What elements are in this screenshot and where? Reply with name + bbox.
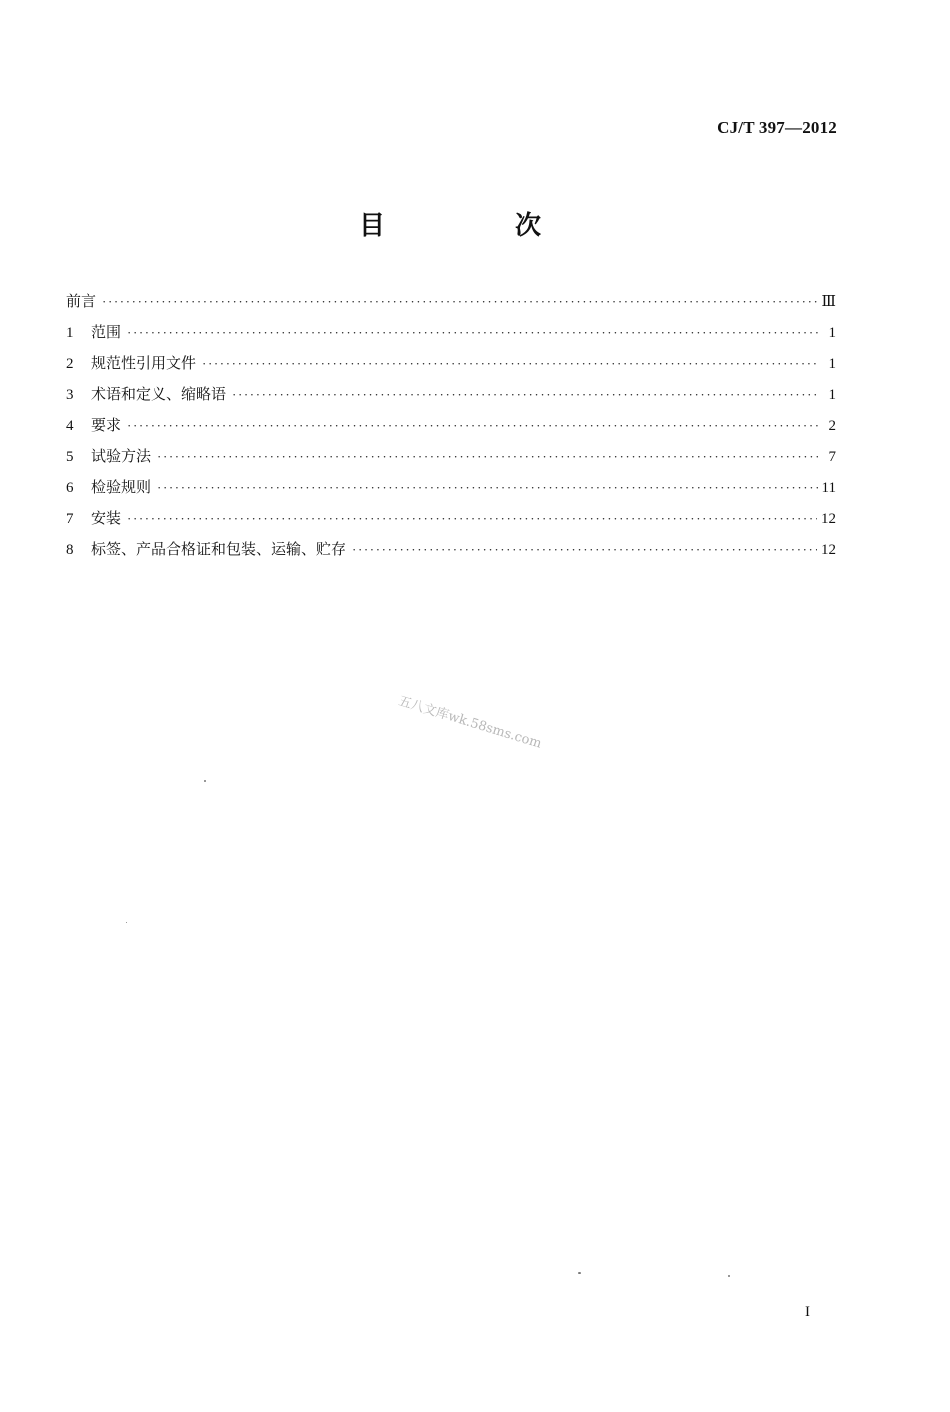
toc-entry-page: 1 — [828, 387, 836, 403]
toc-dot-leader — [352, 534, 817, 565]
watermark-text: 五八文库wk.58sms.com — [396, 693, 544, 752]
toc-entry-title: 规范性引用文件 — [91, 354, 197, 372]
page-number: I — [805, 1304, 810, 1320]
toc-dot-leader — [202, 348, 818, 379]
toc-entry-title: 标签、产品合格证和包装、运输、贮存 — [91, 540, 347, 558]
toc-entry-number: 3 — [66, 387, 74, 403]
toc-entry-title: 要求 — [91, 416, 122, 434]
scan-speck — [728, 1275, 730, 1277]
toc-entry-title: 试验方法 — [91, 447, 152, 465]
table-of-contents — [66, 286, 836, 565]
toc-entry-page: 1 — [828, 325, 836, 341]
toc-entry-number: 6 — [66, 480, 74, 496]
toc-entry-requirements[interactable] — [66, 410, 836, 441]
toc-entry-title: 术语和定义、缩略语 — [91, 385, 227, 403]
toc-dot-leader — [157, 472, 818, 503]
toc-entry-title: 范围 — [91, 323, 122, 341]
toc-dot-leader — [157, 441, 818, 472]
toc-entry-title: 前言 — [66, 292, 97, 310]
toc-entry-installation[interactable] — [66, 503, 836, 534]
standard-code: CJ/T 397—2012 — [717, 118, 837, 137]
toc-entry-scope[interactable] — [66, 317, 836, 348]
toc-entry-foreword[interactable] — [66, 286, 836, 317]
toc-entry-title: 检验规则 — [91, 478, 152, 496]
toc-entry-terms-definitions[interactable] — [66, 379, 836, 410]
toc-dot-leader — [232, 379, 818, 410]
scan-speck — [126, 922, 127, 923]
toc-entry-inspection-rules[interactable] — [66, 472, 836, 503]
toc-entry-page: 2 — [828, 418, 836, 434]
scan-speck — [578, 1272, 581, 1274]
scan-speck — [204, 780, 206, 782]
toc-dot-leader — [127, 410, 818, 441]
toc-entry-number: 7 — [66, 511, 74, 527]
toc-entry-page: 12 — [821, 511, 836, 527]
toc-entry-normative-references[interactable] — [66, 348, 836, 379]
page-title: 目 次 — [358, 211, 593, 241]
toc-entry-page: Ⅲ — [821, 294, 836, 310]
toc-entry-page: 12 — [821, 542, 836, 558]
toc-dot-leader — [127, 317, 818, 348]
toc-entry-number: 5 — [66, 449, 74, 465]
toc-entry-title: 安装 — [91, 509, 122, 527]
toc-entry-number: 4 — [66, 418, 74, 434]
toc-entry-labeling-packaging[interactable] — [66, 534, 836, 565]
toc-entry-page: 7 — [828, 449, 836, 465]
toc-entry-number: 1 — [66, 325, 74, 341]
toc-entry-test-methods[interactable] — [66, 441, 836, 472]
toc-entry-page: 11 — [821, 480, 836, 496]
toc-entry-number: 8 — [66, 542, 74, 558]
toc-entry-number: 2 — [66, 356, 74, 372]
toc-dot-leader — [127, 503, 817, 534]
toc-entry-page: 1 — [828, 356, 836, 372]
toc-dot-leader — [102, 286, 818, 317]
